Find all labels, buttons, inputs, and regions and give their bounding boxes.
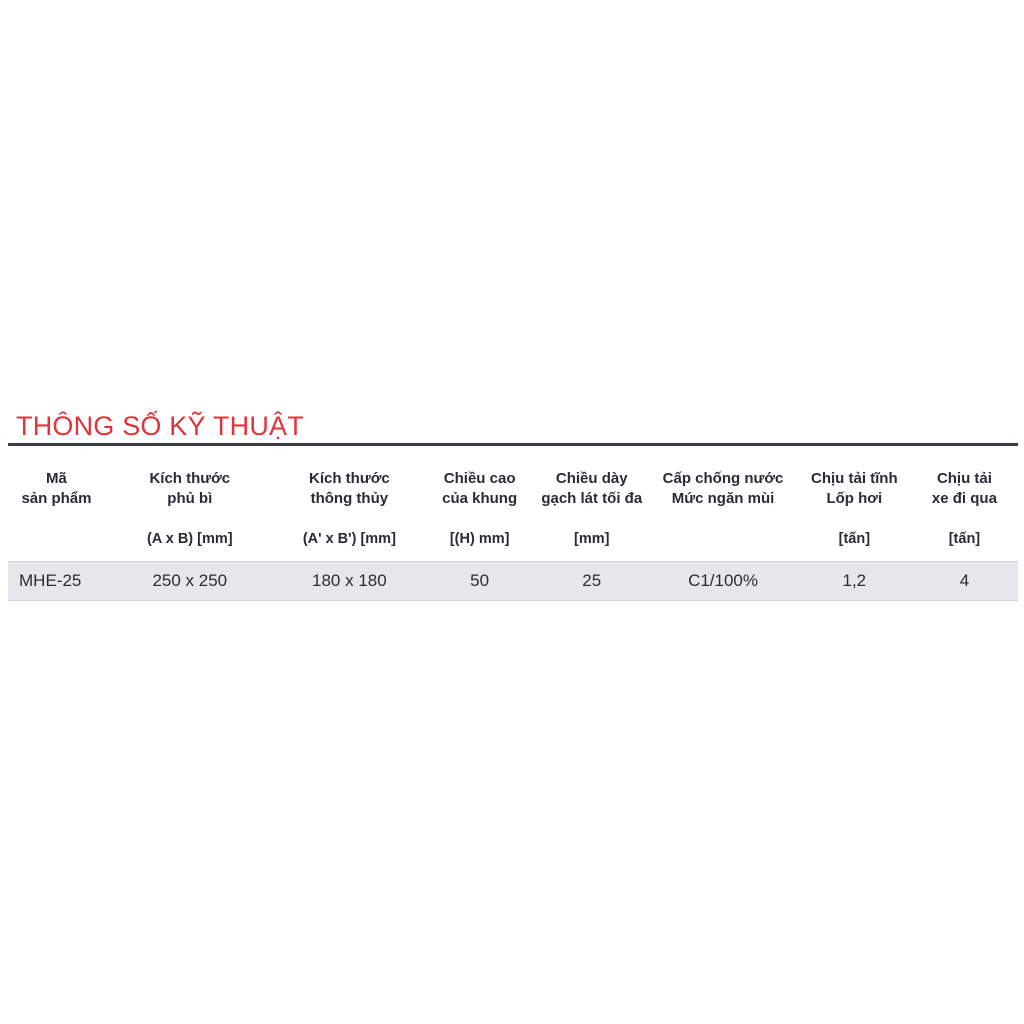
unit-tile-thickness: [mm] (535, 517, 648, 562)
column-header-outer-size: Kích thước phủ bì (149, 470, 231, 507)
column-header-static-load: Chịu tải tĩnh Lốp hơi (810, 470, 898, 507)
column-header-tile-thickness: Chiều dày gạch lát tối đa (541, 470, 643, 507)
cell-tile-thickness: 25 (535, 562, 648, 601)
header-row (8, 446, 1018, 517)
section-title: THÔNG SỐ KỸ THUẬT (16, 411, 304, 441)
column-header-vehicle-load: Chịu tải xe đi qua (931, 470, 997, 507)
cell-clear-size: 180 x 180 (275, 562, 424, 601)
cell-vehicle-load: 4 (911, 562, 1018, 601)
column-header-code: Mã sản phẩm (21, 470, 92, 507)
cell-waterproof: C1/100% (648, 562, 797, 601)
cell-static-load: 1,2 (798, 562, 911, 601)
unit-outer-size: (A x B) [mm] (105, 517, 275, 562)
spec-table (8, 446, 1018, 601)
cell-code: MHE-25 (8, 562, 105, 601)
unit-row (8, 517, 1018, 562)
unit-static-load: [tấn] (798, 517, 911, 562)
column-header-waterproof: Cấp chống nước Mức ngăn mùi (662, 470, 784, 507)
unit-code (8, 517, 105, 562)
unit-vehicle-load: [tấn] (911, 517, 1018, 562)
unit-waterproof (648, 517, 797, 562)
spec-section (8, 410, 1018, 601)
unit-clear-size: (A' x B') [mm] (275, 517, 424, 562)
table-row (8, 562, 1018, 601)
column-header-frame-height: Chiều cao của khung (442, 470, 518, 507)
unit-frame-height: [(H) mm] (424, 517, 535, 562)
cell-frame-height: 50 (424, 562, 535, 601)
column-header-clear-size: Kích thước thông thủy (309, 470, 390, 507)
cell-outer-size: 250 x 250 (105, 562, 275, 601)
